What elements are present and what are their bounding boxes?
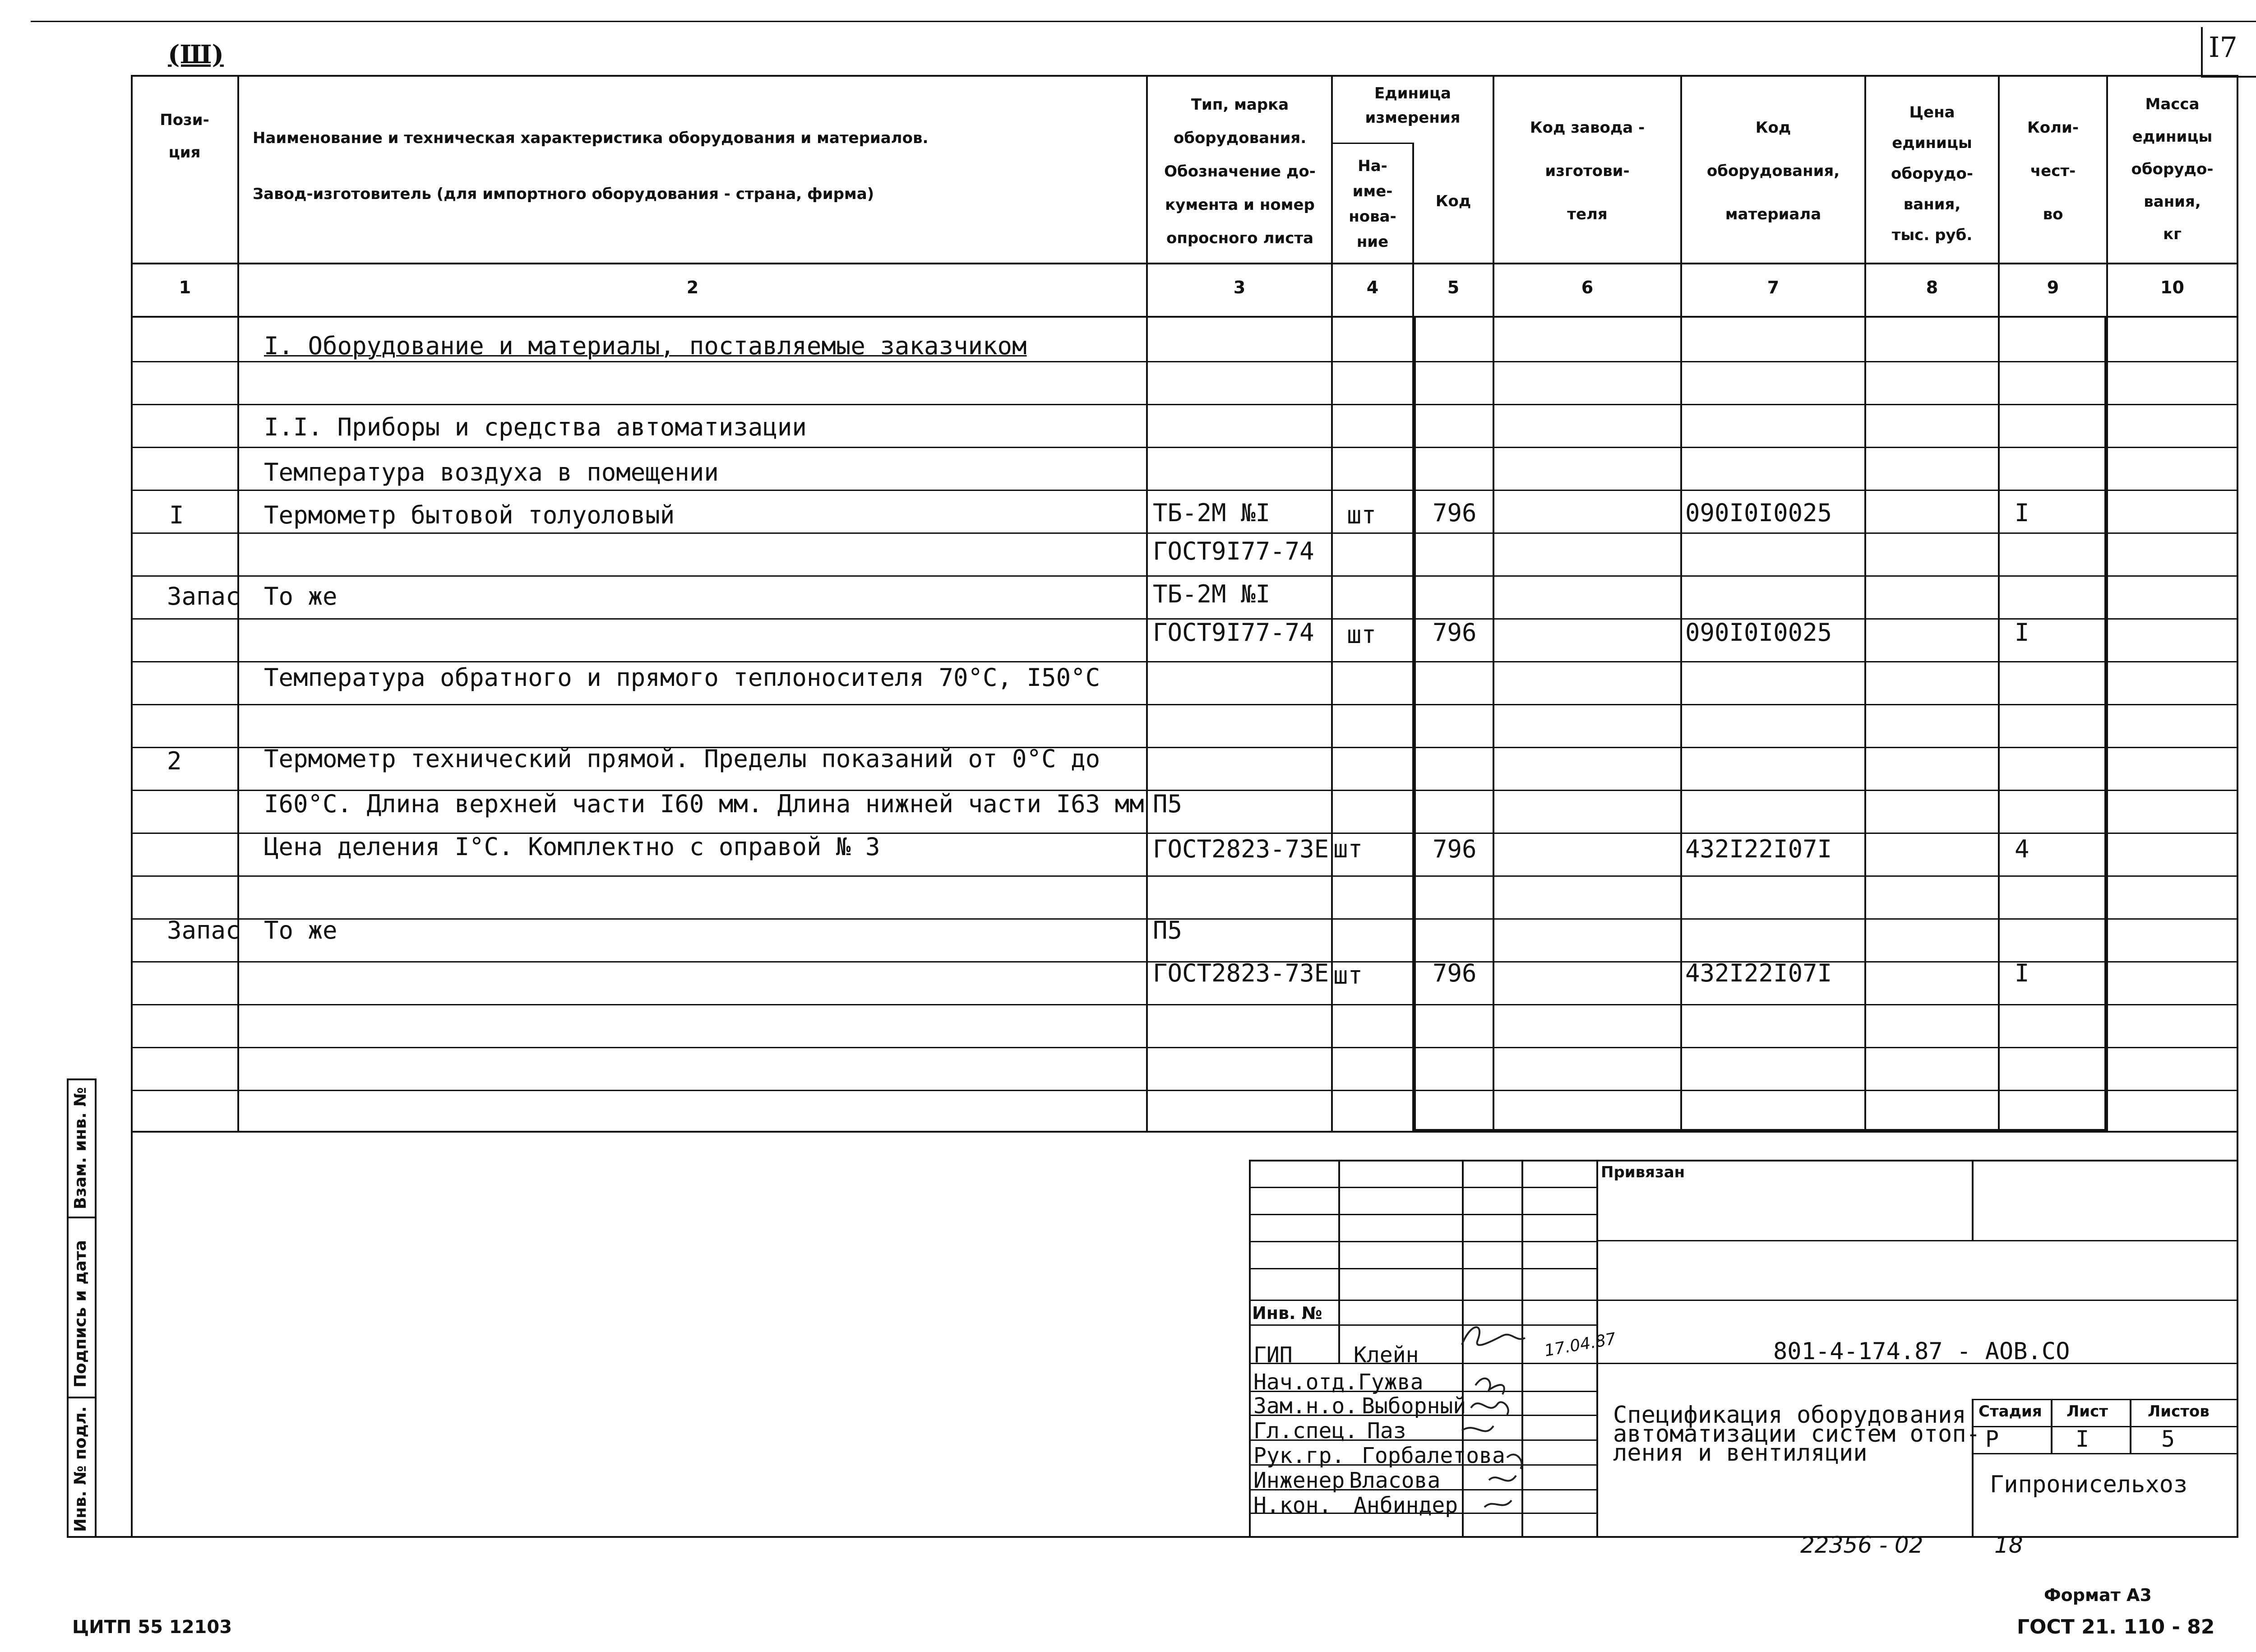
inv-no-label: Инв. № (1252, 1303, 1322, 1323)
column-number: 1 (179, 278, 191, 297)
header-mass: Масса единицы оборудо- вания, кг (2131, 95, 2214, 243)
signer-name: Клейн (1354, 1342, 1419, 1368)
column-number: 9 (2047, 278, 2059, 297)
unit-name-cell: шт (1333, 835, 1363, 863)
sheet-mark: (Ш) (168, 40, 224, 69)
signer-date: 17.04.87 (1543, 1329, 1618, 1360)
equipment-code-cell: 090I0I0025 (1685, 499, 1832, 527)
signer-role: Инженер (1253, 1468, 1345, 1493)
position-cell: Запас (167, 582, 240, 611)
signer-name: Анбиндер (1354, 1493, 1458, 1518)
sheets-label: Листов (2148, 1402, 2210, 1421)
section-title: I. Оборудование и материалы, поставляемые заказчиком (264, 332, 1027, 360)
equipment-code-cell: 432I22I07I (1685, 959, 1832, 987)
signer-name: Гужва (1358, 1370, 1424, 1395)
organization: Гипронисельхоз (1990, 1471, 2188, 1498)
group-title: Температура обратного и прямого теплоносителя 70°С, I50°С (264, 663, 1100, 692)
column-number: 3 (1233, 278, 1246, 297)
sheet-label: Лист (2066, 1402, 2108, 1421)
footer-right: ГОСТ 21. 110 - 82 (2017, 1615, 2215, 1638)
item-name: Термометр бытовой толуоловый (264, 501, 675, 529)
unit-name-cell: шт (1333, 961, 1363, 990)
signer-role: Гл.спец. (1253, 1418, 1358, 1444)
sheets-value: 5 (2161, 1426, 2175, 1452)
column-number: 4 (1366, 278, 1379, 297)
header-name: Наименование и техническая характеристика оборудования и материалов. Завод-изготовитель (для импортного оборудования - страна, фирма) (253, 129, 929, 203)
unit-name-cell: шт (1347, 620, 1377, 649)
column-number: 6 (1581, 278, 1594, 297)
position-cell: 2 (167, 747, 182, 775)
side-label-vzam: Взам. инв. № (71, 1087, 90, 1209)
item-name: I60°С. Длина верхней части I60 мм. Длина нижней части I63 мм (264, 790, 1144, 818)
column-number: 2 (686, 278, 699, 297)
signer-name: Выборный (1362, 1393, 1466, 1419)
quantity-cell: 4 (2015, 835, 2029, 863)
header-unit: Единица измерения (1365, 84, 1461, 127)
type-cell: ТБ-2М №I (1153, 499, 1271, 527)
equipment-code-cell: 090I0I0025 (1685, 618, 1832, 647)
equipment-code-cell: 432I22I07I (1685, 835, 1832, 863)
unit-code-cell: 796 (1433, 959, 1477, 987)
type-cell: ГОСТ9I77-74 (1153, 618, 1314, 647)
header-maker-code: Код завода - изготови- теля (1530, 119, 1645, 223)
signer-role: ГИП (1253, 1342, 1293, 1368)
side-label-inv-podl: Инв. № подл. (71, 1406, 90, 1532)
position-cell: I (169, 501, 184, 529)
privyazan-label: Привязан (1601, 1163, 1685, 1181)
unit-name-cell: шт (1347, 501, 1377, 529)
quantity-cell: I (2015, 618, 2029, 647)
item-name: Термометр технический прямой. Пределы показаний от 0°С до (264, 745, 1100, 773)
column-number: 10 (2160, 278, 2184, 297)
type-cell: П5 (1153, 790, 1183, 818)
format-label: Формат А3 (2044, 1585, 2152, 1605)
side-label-podpis: Подпись и дата (71, 1240, 90, 1388)
signer-role: Н.кон. (1253, 1493, 1332, 1518)
header-price: Цена единицы оборудо- вания, тыс. руб. (1891, 103, 1973, 244)
signer-role: Зам.н.о. (1253, 1393, 1358, 1419)
stage-value: Р (1985, 1426, 1999, 1452)
page-number: I7 (2209, 31, 2238, 64)
document-code: 801-4-174.87 - АОВ.СО (1773, 1338, 2070, 1365)
signer-role: Нач.отд. (1253, 1370, 1358, 1395)
type-cell: ТБ-2М №I (1153, 580, 1271, 608)
column-number: 8 (1926, 278, 1938, 297)
item-name: Цена деления I°С. Комплектно с оправой № 3 (264, 833, 880, 861)
header-position: Пози- ция (160, 111, 209, 162)
header-quantity: Коли- чест- во (2027, 119, 2079, 223)
type-cell: П5 (1153, 916, 1183, 944)
item-name: То же (264, 916, 337, 944)
column-number: 7 (1767, 278, 1780, 297)
item-name: То же (264, 582, 337, 611)
header-unit-code: Код (1435, 192, 1471, 210)
quantity-cell: I (2015, 959, 2029, 987)
signer-name: Горбалетова (1362, 1443, 1505, 1468)
footer-left: ЦИТП 55 12103 (72, 1617, 232, 1638)
type-cell: ГОСТ9I77-74 (1153, 537, 1314, 565)
stamp-number: 22356 - 02 (1800, 1532, 1923, 1558)
document-title: Спецификация оборудования автоматизации систем отоп- ления и вентиляции (1613, 1402, 1980, 1467)
header-equipment-code: Код оборудования, материала (1706, 119, 1840, 223)
signer-name: Власова (1349, 1468, 1441, 1493)
position-cell: Запас (167, 916, 240, 944)
signatures-image (1453, 1318, 1597, 1516)
column-number: 5 (1447, 278, 1460, 297)
header-unit-name: На- име- нова- ние (1349, 157, 1396, 251)
signer-role: Рук.гр. (1253, 1443, 1345, 1468)
header-type: Тип, марка оборудования. Обозначение до- кумента и номер опросного листа (1164, 96, 1316, 247)
stage-label: Стадия (1979, 1402, 2042, 1421)
stamp-page: 18 (1994, 1532, 2023, 1558)
quantity-cell: I (2015, 499, 2029, 527)
signer-name: Паз (1367, 1418, 1406, 1444)
unit-code-cell: 796 (1433, 618, 1477, 647)
group-title: Температура воздуха в помещении (264, 458, 719, 486)
subsection-title: I.I. Приборы и средства автоматизации (264, 413, 807, 441)
unit-code-cell: 796 (1433, 499, 1477, 527)
sheet-value: I (2076, 1426, 2090, 1452)
type-cell: ГОСТ2823-73Е (1153, 835, 1329, 863)
unit-code-cell: 796 (1433, 835, 1477, 863)
type-cell: ГОСТ2823-73Е (1153, 959, 1329, 987)
